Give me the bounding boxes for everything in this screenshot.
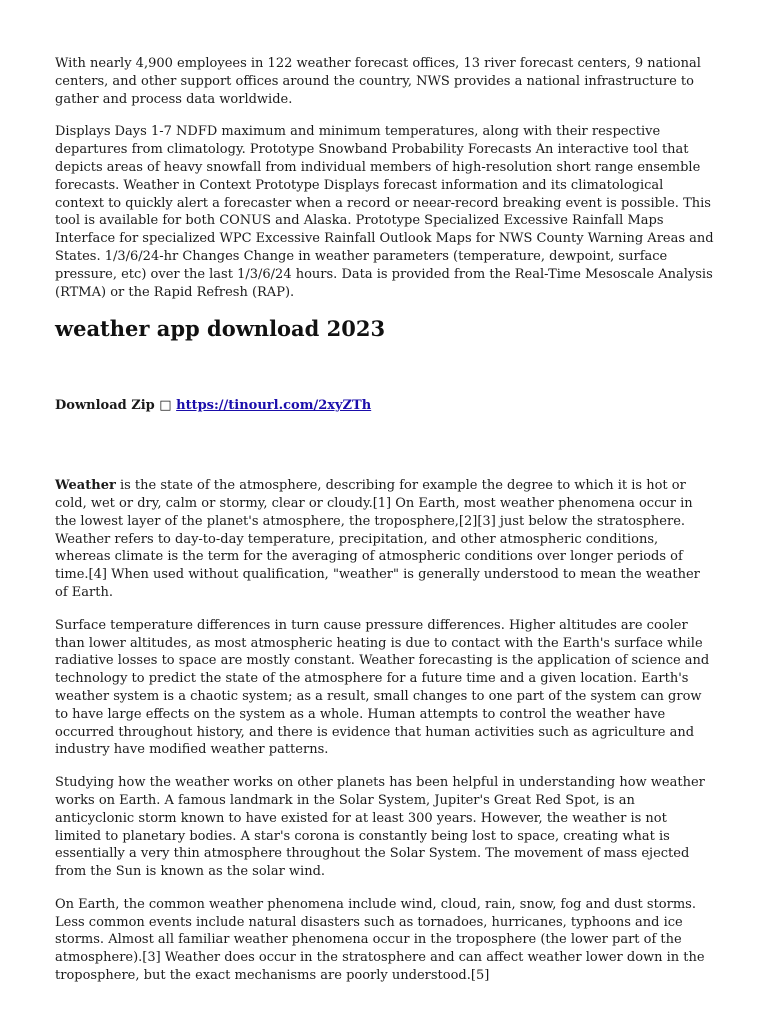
article-paragraph-1-text: is the state of the atmosphere, describing for example the degree to which it is hot or cold, wet or dry, calm or stormy, clear or cloudy.[1] On Earth, most weather phenomena occur in the lowest layer of the planet's atmosphere, the troposphere,[2][3] just below the stratosphere. Weather refers to day-to-day temperature, precipitation, and other atmospheric conditions, whereas climate is the term for the averaging of atmospheric conditions over longer periods of time.[4] When used without qualification, "weather" is generally understood to mean the weather of Earth.	[55, 478, 700, 600]
document-page	[55, 55, 715, 1000]
download-label: Download Zip	[55, 398, 155, 414]
download-link[interactable]: https://tinourl.com/2xyZTh	[176, 398, 372, 414]
article-paragraph-1	[55, 477, 715, 602]
intro-paragraph-2: Displays Days 1-7 NDFD maximum and minimum temperatures, along with their respective departures from climatology. Prototype Snowband Probability Forecasts An interactive tool that depicts areas of heavy snowfall from individual members of high-resolution short range ensemble forecasts. Weather in Context Prototype Displays forecast information and its climatological context to quickly alert a forecaster when a record or neear-record breaking event is possible. This tool is available for both CONUS and Alaska. Prototype Specialized Excessive Rainfall Maps Interface for specialized WPC Excessive Rainfall Outlook Maps for NWS County Warning Areas and States. 1/3/6/24-hr Changes Change in weather parameters (temperature, dewpoint, surface pressure, etc) over the last 1/3/6/24 hours. Data is provided from the Real-Time Mesoscale Analysis (RTMA) or the Rapid Refresh (RAP).	[55, 124, 714, 300]
article-bold-term: Weather	[55, 478, 116, 494]
box-glyph-icon: □	[159, 398, 172, 414]
article-paragraph-2: Surface temperature differences in turn cause pressure differences. Higher altitudes are cooler than lower altitudes, as most atmospheric heating is due to contact with the Earth's surface while radiative losses to space are mostly constant. Weather forecasting is the application of science and technology to predict the state of the atmosphere for a future time and a given location. Earth's weather system is a chaotic system; as a result, small changes to one part of the system can grow to have large effects on the system as a whole. Human attempts to control the weather have occurred throughout history, and there is evidence that human activities such as agriculture and industry have modified weather patterns.	[55, 617, 710, 758]
article-paragraph-4: On Earth, the common weather phenomena include wind, cloud, rain, snow, fog and dust storms. Less common events include natural disasters such as tornadoes, hurricanes, typhoons and ice storms. Almost all familiar weather phenomena occur in the troposphere (the lower part of the atmosphere).[3] Weather does occur in the stratosphere and can affect weather lower down in the troposphere, but the exact mechanisms are poorly understood.[5]	[55, 896, 705, 984]
page-heading: weather app download 2023	[55, 316, 386, 342]
intro-paragraph-1: With nearly 4,900 employees in 122 weather forecast offices, 13 river forecast centers, 9 national centers, and other support offices around the country, NWS provides a national infrastructure to gather and process data worldwide.	[55, 56, 701, 107]
article-paragraph-3: Studying how the weather works on other planets has been helpful in understanding how weather works on Earth. A famous landmark in the Solar System, Jupiter's Great Red Spot, is an anticyclonic storm known to have existed for at least 300 years. However, the weather is not limited to planetary bodies. A star's corona is constantly being lost to space, creating what is essentially a very thin atmosphere throughout the Solar System. The movement of mass ejected from the Sun is known as the solar wind.	[55, 775, 705, 880]
download-line	[55, 397, 715, 415]
spacer	[55, 415, 715, 477]
